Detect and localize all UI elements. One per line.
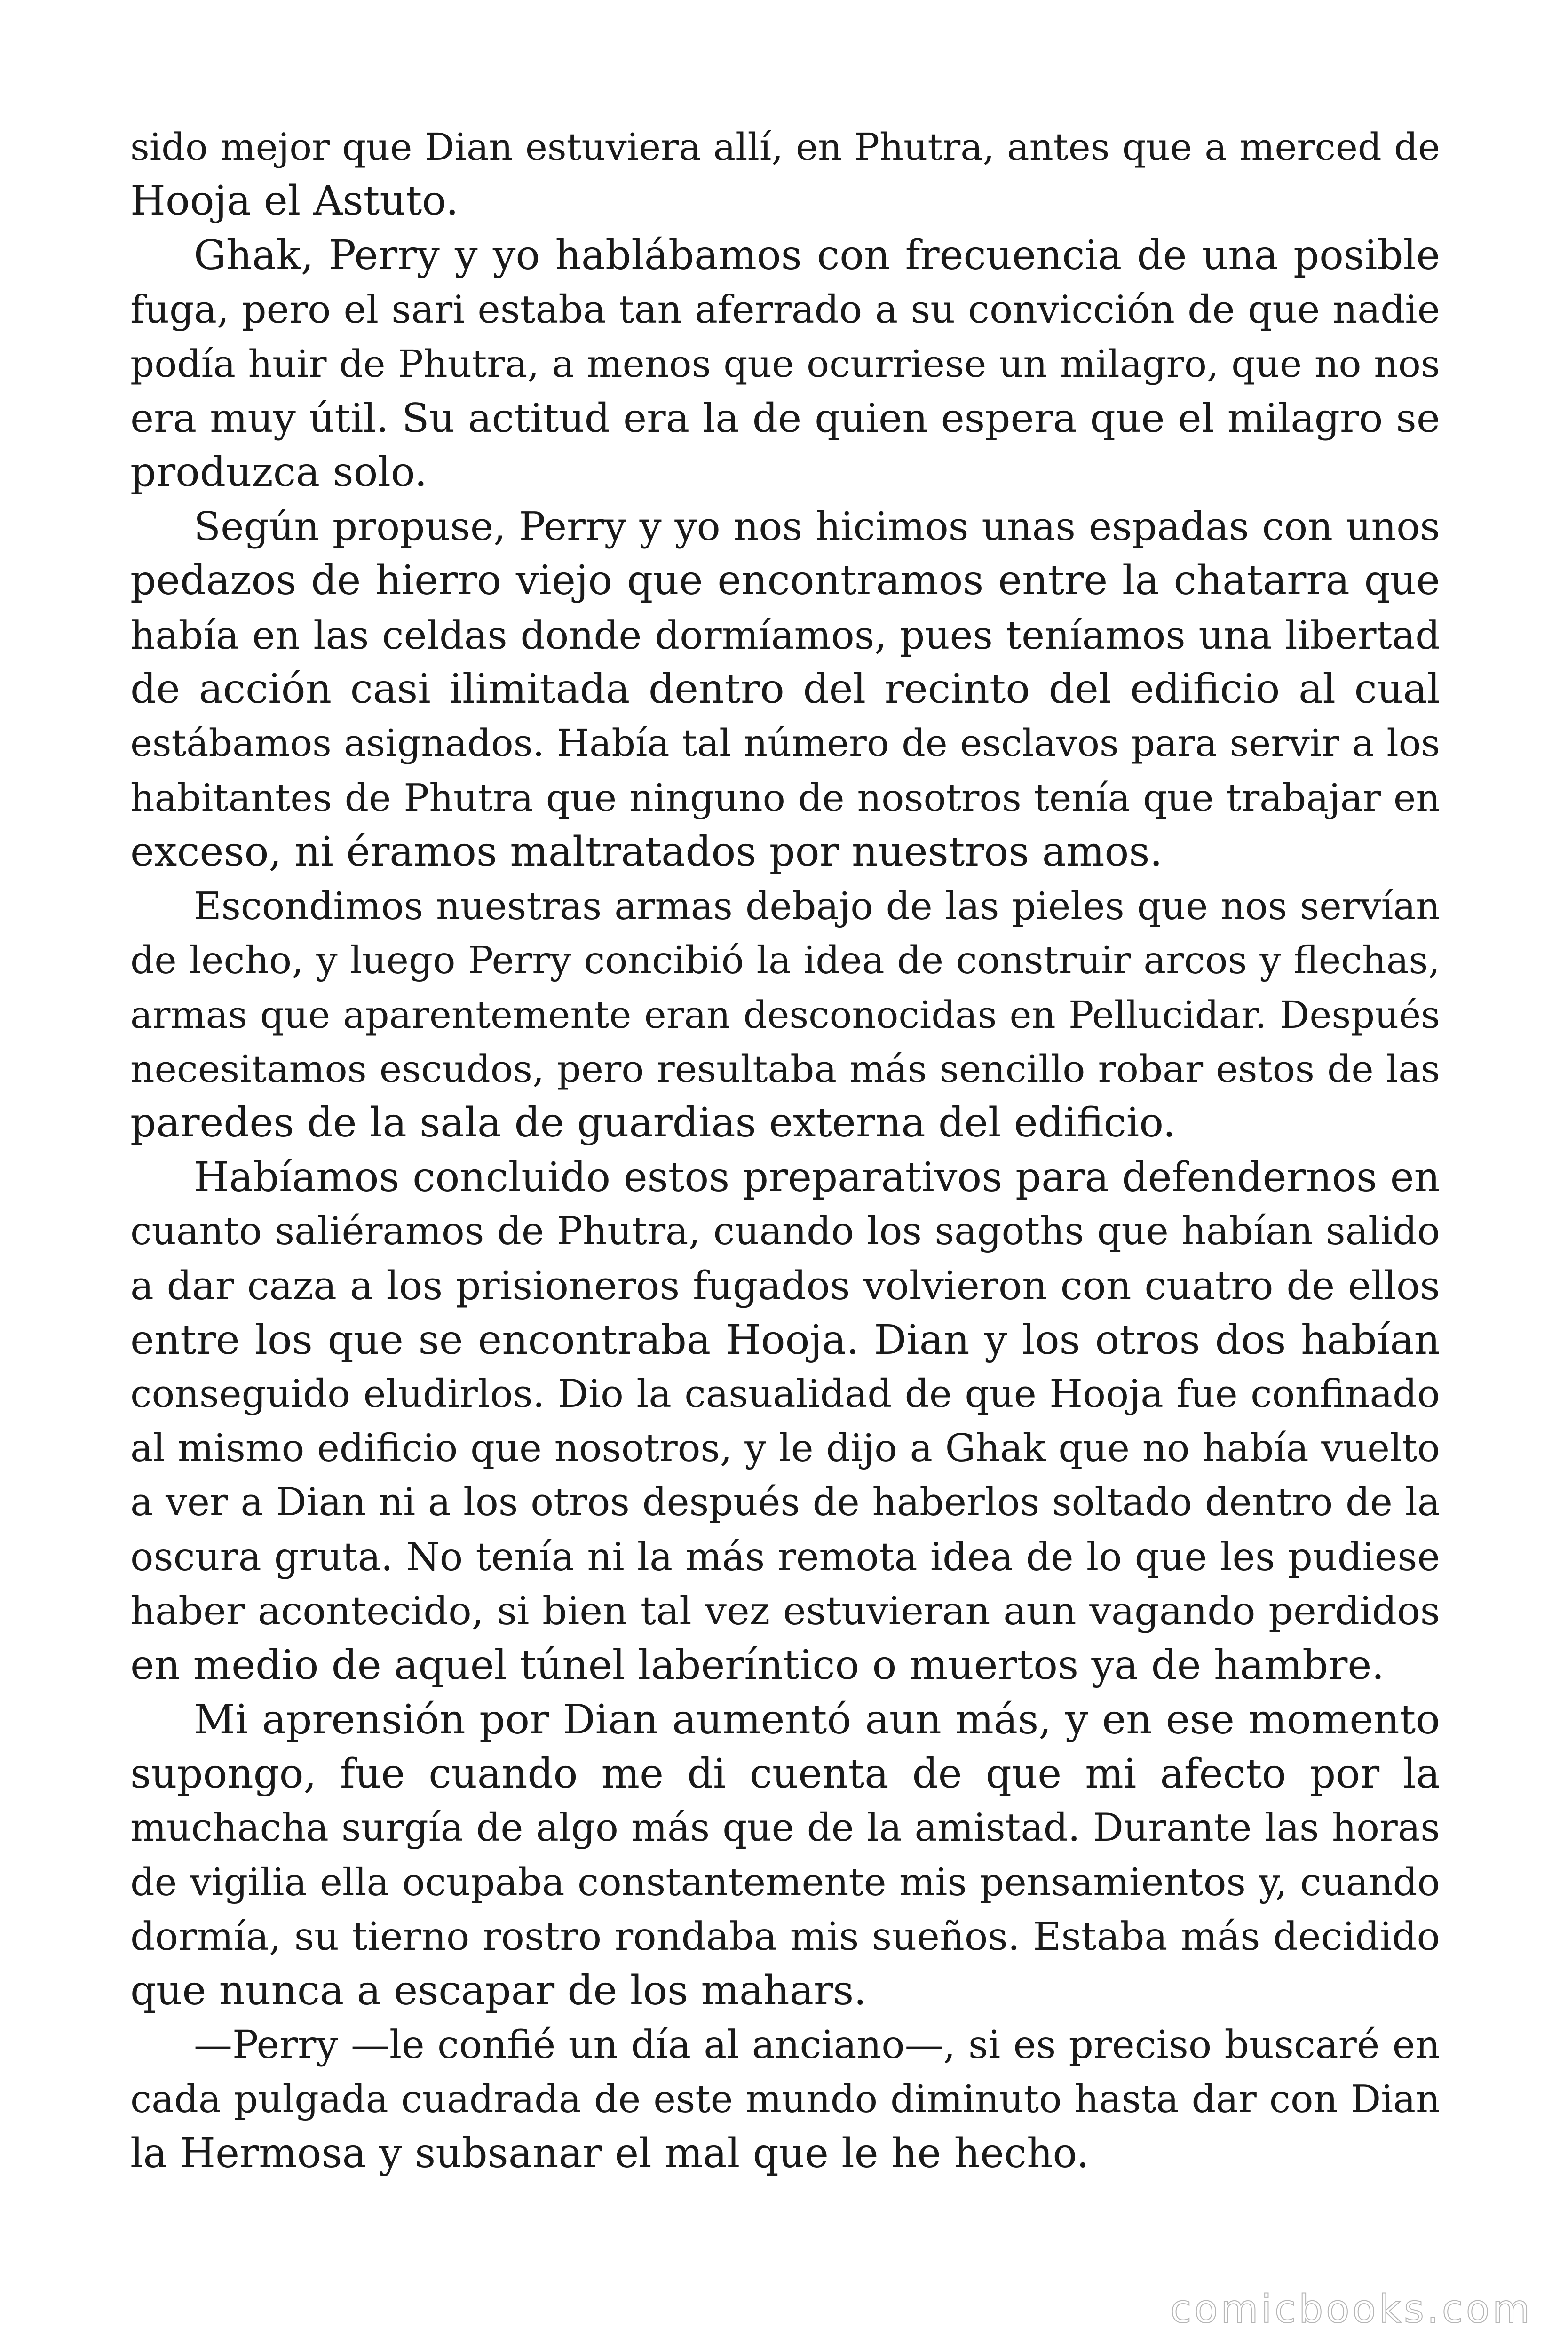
text-line: necesitamos escudos, pero resultaba más sencillo robar estos de las — [130, 1047, 1440, 1091]
text-line: Escondimos nuestras armas debajo de las pieles que nos servían — [194, 884, 1440, 929]
paragraph — [130, 1693, 1440, 2018]
text-line: —Perry —le confié un día al anciano—, si es preciso buscaré en — [194, 2023, 1440, 2068]
text-line: muchacha surgía de algo más que de la amistad. Durante las horas — [130, 1806, 1440, 1851]
text-line: era muy útil. Su actitud era la de quien espera que el milagro se — [130, 395, 1440, 442]
text-line: supongo, fue cuando me di cuenta de que mi afecto por la — [130, 1750, 1440, 1797]
text-line: a dar caza a los prisioneros fugados volvieron con cuatro de ellos — [130, 1263, 1440, 1309]
text-line: la Hermosa y subsanar el mal que le he hecho. — [130, 2130, 1090, 2177]
paragraph — [130, 2018, 1440, 2181]
text-line: de acción casi ilimitada dentro del recinto del edificio al cual — [130, 665, 1440, 713]
text-line: de lecho, y luego Perry concibió la idea de construir arcos y flechas, — [130, 938, 1440, 983]
text-line: entre los que se encontraba Hooja. Dian y los otros dos habían — [130, 1316, 1440, 1364]
paragraph — [130, 879, 1440, 1150]
text-line: al mismo edificio que nosotros, y le dijo a Ghak que no había vuelto — [130, 1426, 1440, 1471]
text-line: Según propuse, Perry y yo nos hicimos unas espadas con unos — [194, 504, 1440, 550]
text-line: pedazos de hierro viejo que encontramos entre la chatarra que — [130, 557, 1440, 604]
text-line: exceso, ni éramos maltratados por nuestros amos. — [130, 828, 1163, 875]
text-line: produzca solo. — [130, 448, 428, 496]
text-line: habitantes de Phutra que ninguno de nosotros tenía que trabajar en — [130, 776, 1440, 820]
text-line: en medio de aquel túnel laberíntico o muertos ya de hambre. — [130, 1642, 1385, 1689]
text-line: cuanto saliéramos de Phutra, cuando los sagoths que habían salido — [130, 1209, 1440, 1254]
text-line: de vigilia ella ocupaba constantemente mis pensamientos y, cuando — [130, 1860, 1440, 1905]
text-line: sido mejor que Dian estuviera allí, en Phutra, antes que a merced de — [130, 125, 1440, 169]
text-line: Habíamos concluido estos preparativos para defendernos en — [194, 1153, 1440, 1201]
text-line: paredes de la sala de guardias externa del edificio. — [130, 1099, 1176, 1147]
text-line: había en las celdas donde dormíamos, pues teníamos una libertad — [130, 612, 1440, 658]
text-line: Hooja el Astuto. — [130, 177, 459, 225]
text-line: Ghak, Perry y yo hablábamos con frecuencia de una posible — [194, 231, 1440, 279]
text-line: estábamos asignados. Había tal número de esclavos para servir a los — [130, 722, 1440, 765]
paragraph — [130, 120, 1440, 229]
text-line: armas que aparentemente eran desconocidas en Pellucidar. Después — [130, 993, 1440, 1037]
text-line: fuga, pero el sari estaba tan aferrado a su convicción de que nadie — [130, 287, 1440, 332]
watermark: comicbooks.com — [1170, 2287, 1533, 2332]
text-line: dormía, su tierno rostro rondaba mis sueños. Estaba más decidido — [130, 1914, 1440, 1959]
text-line: oscura gruta. No tenía ni la más remota idea de lo que les pudiese — [130, 1534, 1440, 1580]
text-line: conseguido eludirlos. Dio la casualidad de que Hooja fue confinado — [130, 1372, 1440, 1416]
text-line: haber acontecido, si bien tal vez estuvieran aun vagando perdidos — [130, 1589, 1440, 1634]
text-line: podía huir de Phutra, a menos que ocurriese un milagro, que no nos — [130, 342, 1440, 386]
text-line: Mi aprensión por Dian aumentó aun más, y en ese momento — [194, 1696, 1440, 1743]
text-line: a ver a Dian ni a los otros después de haberlos soltado dentro de la — [130, 1480, 1440, 1525]
body-text — [130, 120, 1440, 2181]
paragraph — [130, 229, 1440, 500]
text-line: que nunca a escapar de los mahars. — [130, 1967, 867, 2015]
paragraph — [130, 500, 1440, 879]
text-line: cada pulgada cuadrada de este mundo diminuto hasta dar con Dian — [130, 2077, 1440, 2122]
paragraph — [130, 1151, 1440, 1693]
